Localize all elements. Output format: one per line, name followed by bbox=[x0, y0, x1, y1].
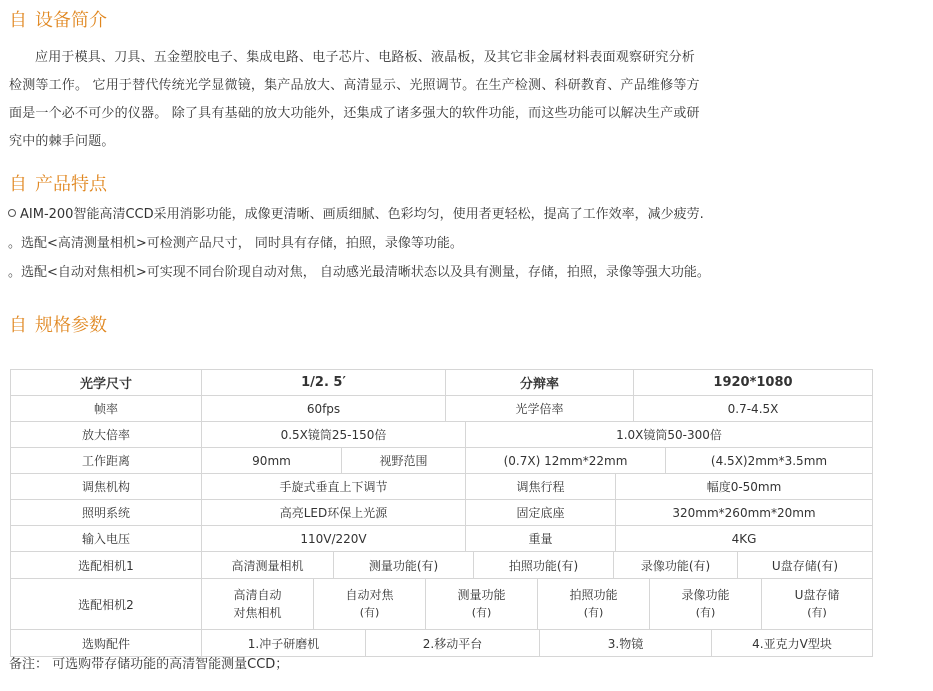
feature-text: AIM-200智能高清CCD采用消影功能，成像更清晰、画质细腻、色彩均匀，使用者更轻松，提高了工作效率，减少疲劳. bbox=[20, 207, 704, 222]
cell-line: (有) bbox=[359, 606, 380, 619]
cell-line: 测量功能 bbox=[457, 588, 506, 602]
table-cell: 0.5X镜筒25-150倍 bbox=[201, 422, 465, 447]
cell-line: U盘存储 bbox=[794, 588, 840, 602]
intro-line-2: 检测等工作。 它用于替代传统光学显微镜，集产品放大、高清显示、光照调节。在生产检测、科研教育、产品维修等方 bbox=[9, 78, 700, 93]
table-cell: 分辩率 bbox=[445, 370, 633, 395]
table-cell: 固定底座 bbox=[465, 500, 615, 525]
table-cell bbox=[425, 579, 537, 629]
table-cell: 拍照功能(有) bbox=[473, 552, 613, 578]
table-cell bbox=[313, 579, 425, 629]
table-cell: 1.0X镜筒50-300倍 bbox=[465, 422, 872, 447]
feature-text: 。选配<自动对焦相机>可实现不同台阶现自动对焦， 自动感光最清晰状态以及具有测量，存储，拍照，录像等强大功能。 bbox=[8, 265, 710, 280]
footnote: 备注： 可选购带存储功能的高清智能测量CCD； bbox=[9, 657, 289, 672]
table-cell: 选购配件 bbox=[81, 636, 130, 651]
table-cell: 视野范围 bbox=[341, 448, 465, 473]
cell-line: 高清自动 bbox=[233, 588, 282, 602]
table-cell: 110V/220V bbox=[201, 526, 465, 551]
table-cell: 工作距离 bbox=[81, 454, 130, 468]
table-cell: 幅度0-50mm bbox=[615, 474, 872, 499]
table-cell: 3.物镜 bbox=[539, 630, 711, 656]
table-cell: 1920*1080 bbox=[633, 370, 872, 395]
table-cell: 320mm*260mm*20mm bbox=[615, 500, 872, 525]
cell-line: (有) bbox=[471, 606, 492, 619]
section-marker: 自 bbox=[9, 315, 27, 336]
intro-line-1: 应用于模具、刀具、五金塑胶电子、集成电路、电子芯片、电路板、液晶板，及其它非金属材料表面观察研究分析 bbox=[35, 50, 696, 65]
table-cell: U盘存储(有) bbox=[737, 552, 872, 578]
bullet-icon bbox=[8, 209, 16, 217]
feature-list bbox=[8, 200, 710, 287]
table-cell: 选配相机1 bbox=[78, 558, 134, 573]
cell-line: 自动对焦 bbox=[345, 588, 394, 602]
section-marker: 自 bbox=[9, 10, 27, 31]
intro-line-3: 面是一个必不可少的仪器。 除了具有基础的放大功能外，还集成了诸多强大的软件功能，而这些功能可以解决生产或研 bbox=[9, 106, 700, 121]
table-cell: 重量 bbox=[465, 526, 615, 551]
table-cell: 调焦行程 bbox=[465, 474, 615, 499]
feature-item-3 bbox=[8, 258, 710, 287]
feature-item-2 bbox=[8, 229, 710, 258]
section-title-specs bbox=[9, 315, 107, 337]
cell-line: (有) bbox=[807, 606, 827, 619]
table-row bbox=[11, 395, 872, 421]
table-row bbox=[11, 447, 872, 473]
cell-line: 录像功能 bbox=[681, 588, 730, 602]
table-cell: 手旋式垂直上下调节 bbox=[201, 474, 465, 499]
table-cell: 4.亚克力V型块 bbox=[711, 630, 872, 656]
table-cell: 4KG bbox=[615, 526, 872, 551]
table-cell: 60fps bbox=[201, 396, 445, 421]
table-cell: 输入电压 bbox=[81, 532, 130, 546]
table-row bbox=[11, 629, 872, 656]
table-cell bbox=[537, 579, 649, 629]
table-cell: 1/2. 5′ bbox=[201, 370, 445, 395]
table-cell: 照明系统 bbox=[81, 506, 130, 520]
section-title-features bbox=[9, 174, 107, 196]
feature-text: 。选配<高清测量相机>可检测产品尺寸， 同时具有存储，拍照，录像等功能。 bbox=[8, 236, 463, 251]
table-row bbox=[11, 473, 872, 499]
section-title-text: 规格参数 bbox=[35, 315, 107, 336]
section-title-text: 设备简介 bbox=[35, 10, 107, 31]
section-title-intro bbox=[9, 10, 107, 32]
table-row bbox=[11, 499, 872, 525]
table-cell: 测量功能(有) bbox=[333, 552, 473, 578]
table-cell: 1.冲子研磨机 bbox=[201, 630, 365, 656]
table-row bbox=[11, 551, 872, 578]
table-cell: (0.7X) 12mm*22mm bbox=[465, 448, 665, 473]
table-row bbox=[11, 421, 872, 447]
table-cell: 光学倍率 bbox=[445, 396, 633, 421]
table-row bbox=[11, 370, 872, 395]
table-cell: 录像功能(有) bbox=[613, 552, 737, 578]
feature-item-1 bbox=[8, 200, 710, 229]
table-cell: (4.5X)2mm*3.5mm bbox=[665, 448, 872, 473]
intro-line-4: 究中的棘手问题。 bbox=[9, 134, 115, 149]
table-cell: 放大倍率 bbox=[81, 428, 130, 442]
table-cell bbox=[761, 579, 872, 629]
table-cell: 0.7-4.5X bbox=[633, 396, 872, 421]
table-cell bbox=[649, 579, 761, 629]
table-cell: 选配相机2 bbox=[78, 597, 134, 612]
table-cell: 2.移动平台 bbox=[365, 630, 539, 656]
cell-line: (有) bbox=[583, 606, 604, 619]
table-row bbox=[11, 525, 872, 551]
intro-paragraph bbox=[9, 44, 794, 156]
cell-line: 对焦相机 bbox=[233, 606, 282, 620]
cell-line: (有) bbox=[695, 606, 716, 619]
section-marker: 自 bbox=[9, 174, 27, 195]
table-cell: 调焦机构 bbox=[81, 480, 130, 494]
table-cell: 帧率 bbox=[93, 402, 118, 416]
spec-table bbox=[10, 369, 873, 657]
table-cell: 光学尺寸 bbox=[79, 377, 132, 392]
cell-line: 拍照功能 bbox=[569, 588, 618, 602]
table-cell: 高清测量相机 bbox=[201, 552, 333, 578]
table-row bbox=[11, 578, 872, 629]
section-title-text: 产品特点 bbox=[35, 174, 107, 195]
table-cell: 高亮LED环保上光源 bbox=[201, 500, 465, 525]
table-cell: 90mm bbox=[201, 448, 341, 473]
table-cell bbox=[201, 579, 313, 629]
